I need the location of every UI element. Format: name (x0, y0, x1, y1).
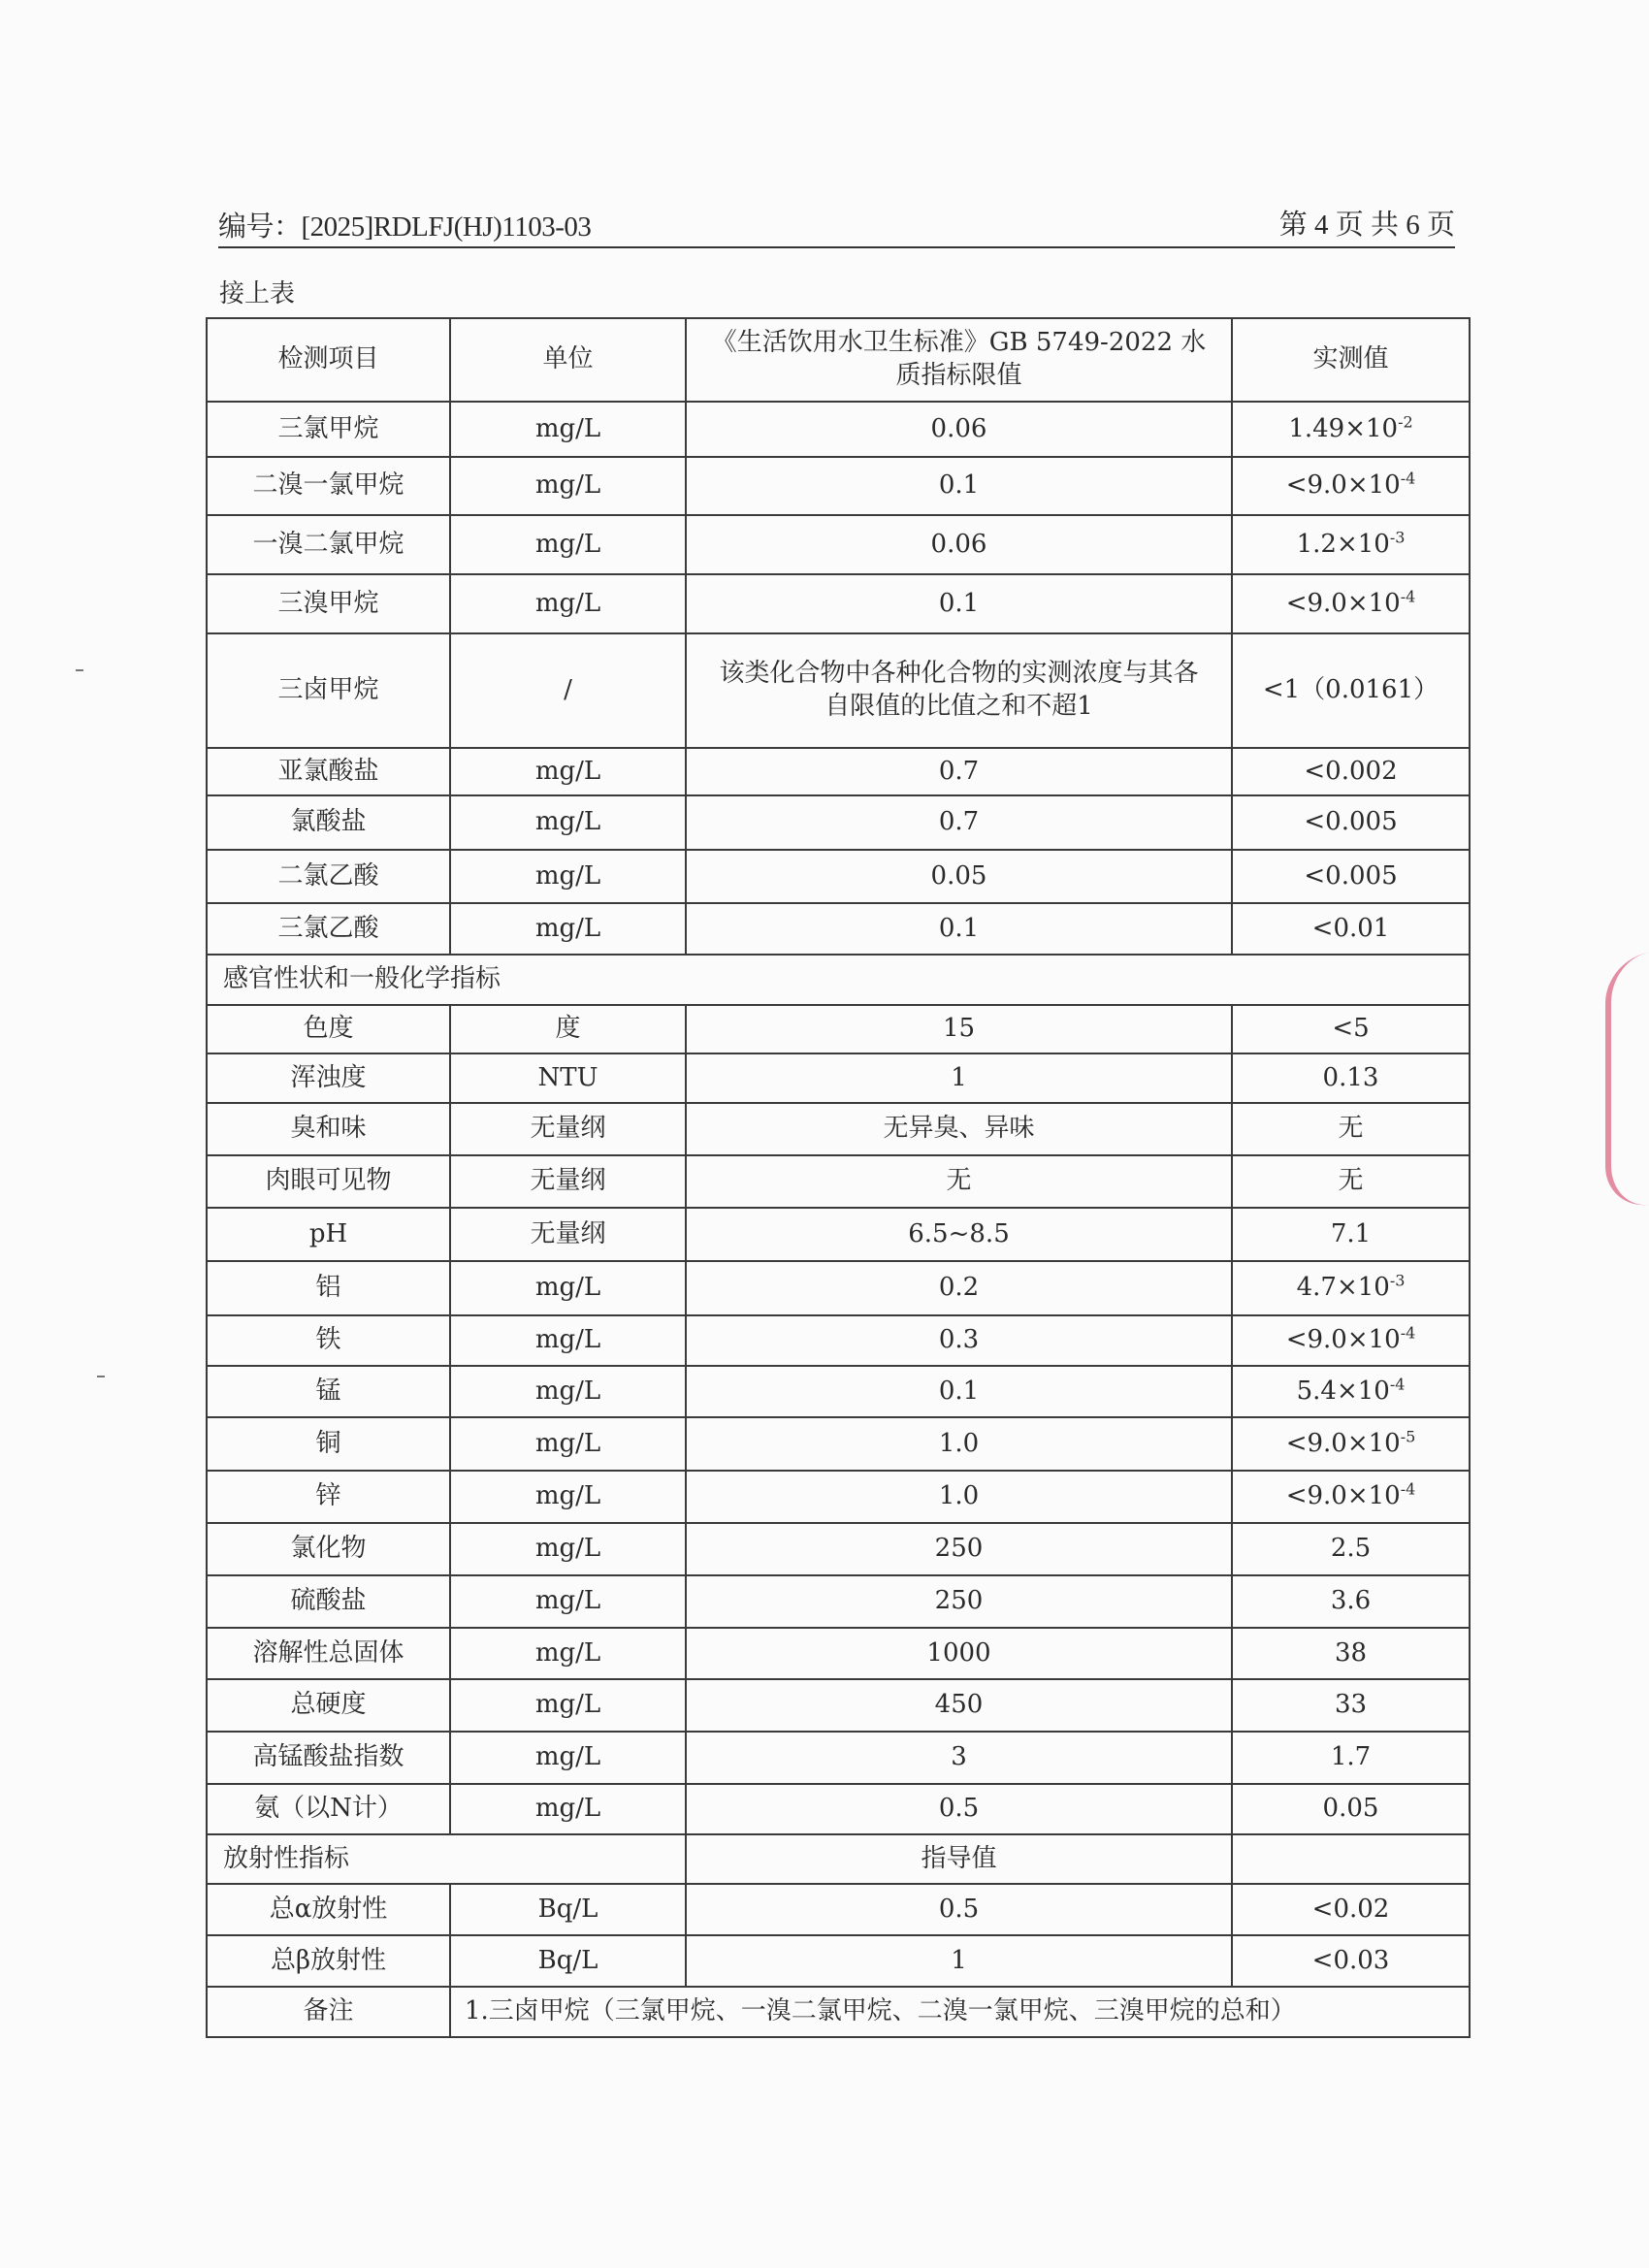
cell-limit: 0.7 (686, 795, 1232, 850)
table-row (207, 1366, 1470, 1417)
table-row (207, 402, 1470, 457)
cell-limit: 6.5~8.5 (686, 1208, 1232, 1261)
water-quality-table (206, 317, 1471, 2038)
cell-value: 0.13 (1232, 1053, 1470, 1103)
table-row (207, 1732, 1470, 1784)
cell-unit: 无量纲 (450, 1208, 686, 1261)
cell-value: 无 (1232, 1103, 1470, 1155)
cell-limit: 1 (686, 1053, 1232, 1103)
cell-limit: 0.1 (686, 1366, 1232, 1417)
cell-value: 33 (1232, 1679, 1470, 1732)
column-header-limit: 《生活饮用水卫生标准》GB 5749-2022 水质指标限值 (686, 318, 1232, 402)
scan-speck (76, 669, 83, 671)
cell-item: 高锰酸盐指数 (207, 1732, 450, 1784)
cell-unit: Bq/L (450, 1884, 686, 1935)
table-row (207, 1884, 1470, 1935)
cell-value: <0.02 (1232, 1884, 1470, 1935)
note-label: 备注 (207, 1987, 450, 2037)
table-row (207, 1471, 1470, 1523)
table-row (207, 633, 1470, 748)
cell-value: 0.05 (1232, 1784, 1470, 1834)
cell-limit: 0.05 (686, 850, 1232, 903)
table-row (207, 515, 1470, 574)
cell-unit: mg/L (450, 1679, 686, 1732)
cell-value: $5.4\times 10^{-4}$ (1232, 1366, 1470, 1417)
cell-item: 二氯乙酸 (207, 850, 450, 903)
table-row (207, 1053, 1470, 1103)
cell-unit: mg/L (450, 850, 686, 903)
table-row (207, 1261, 1470, 1315)
table-row (207, 1523, 1470, 1575)
cell-limit: 450 (686, 1679, 1232, 1732)
cell-item: 亚氯酸盐 (207, 748, 450, 795)
section-row (207, 955, 1470, 1005)
cell-item: 三溴甲烷 (207, 574, 450, 633)
cell-unit: mg/L (450, 1261, 686, 1315)
cell-item: 三氯乙酸 (207, 903, 450, 955)
cell-limit: 1 (686, 1935, 1232, 1987)
table-row (207, 748, 1470, 795)
column-header-unit: 单位 (450, 318, 686, 402)
cell-limit: 0.06 (686, 402, 1232, 457)
table-row (207, 1155, 1470, 1208)
table-row (207, 1005, 1470, 1053)
cell-unit: mg/L (450, 795, 686, 850)
scan-speck (97, 1376, 105, 1377)
cell-unit: mg/L (450, 1732, 686, 1784)
cell-item: 硫酸盐 (207, 1575, 450, 1628)
cell-item: 总β放射性 (207, 1935, 450, 1987)
cell-unit: mg/L (450, 515, 686, 574)
column-header-value: 实测值 (1232, 318, 1470, 402)
cell-value: 2.5 (1232, 1523, 1470, 1575)
cell-limit: 15 (686, 1005, 1232, 1053)
cell-item: 臭和味 (207, 1103, 450, 1155)
cell-unit: mg/L (450, 1315, 686, 1366)
cell-item: pH (207, 1208, 450, 1261)
cell-unit: mg/L (450, 1575, 686, 1628)
cell-value: $<9.0\times 10^{-4}$ (1232, 1471, 1470, 1523)
cell-unit: NTU (450, 1053, 686, 1103)
cell-limit: 无异臭、异味 (686, 1103, 1232, 1155)
cell-limit: 1.0 (686, 1417, 1232, 1471)
cell-value: <0.005 (1232, 850, 1470, 903)
cell-unit: mg/L (450, 1784, 686, 1834)
section-limit-label: 指导值 (686, 1834, 1232, 1884)
cell-value: $<9.0\times 10^{-4}$ (1232, 574, 1470, 633)
cell-item: 锌 (207, 1471, 450, 1523)
cell-value: 1.7 (1232, 1732, 1470, 1784)
cell-value: $<9.0\times 10^{-4}$ (1232, 1315, 1470, 1366)
cell-unit: mg/L (450, 1417, 686, 1471)
table-row (207, 1315, 1470, 1366)
note-row (207, 1987, 1470, 2037)
cell-limit: 250 (686, 1575, 1232, 1628)
cell-value: <0.03 (1232, 1935, 1470, 1987)
cell-unit: 度 (450, 1005, 686, 1053)
cell-limit: 0.5 (686, 1784, 1232, 1834)
cell-item: 总α放射性 (207, 1884, 450, 1935)
cell-limit: 0.1 (686, 574, 1232, 633)
cell-item: 浑浊度 (207, 1053, 450, 1103)
cell-item: 氯化物 (207, 1523, 450, 1575)
empty-cell (1232, 1834, 1470, 1884)
cell-limit: 3 (686, 1732, 1232, 1784)
table-row (207, 574, 1470, 633)
cell-limit: 0.06 (686, 515, 1232, 574)
exponent: -2 (1398, 411, 1413, 431)
table-row (207, 795, 1470, 850)
cell-value: <0.01 (1232, 903, 1470, 955)
cell-limit: 250 (686, 1523, 1232, 1575)
cell-item: 氯酸盐 (207, 795, 450, 850)
exponent: -4 (1400, 469, 1416, 488)
cell-item: 一溴二氯甲烷 (207, 515, 450, 574)
cell-value: 3.6 (1232, 1575, 1470, 1628)
cell-item: 氨（以N计） (207, 1784, 450, 1834)
cell-item: 色度 (207, 1005, 450, 1053)
cell-item: 二溴一氯甲烷 (207, 457, 450, 515)
cell-unit: mg/L (450, 1366, 686, 1417)
cell-unit: mg/L (450, 1628, 686, 1679)
table-row (207, 1417, 1470, 1471)
report-number: 编号：[2025]RDLFJ(HJ)1103-03 (218, 211, 592, 243)
cell-limit: 0.2 (686, 1261, 1232, 1315)
cell-value: $4.7\times 10^{-3}$ (1232, 1261, 1470, 1315)
table-row (207, 1575, 1470, 1628)
cell-item: 总硬度 (207, 1679, 450, 1732)
cell-item: 铁 (207, 1315, 450, 1366)
cell-value: $<9.0\times 10^{-5}$ (1232, 1417, 1470, 1471)
table-row (207, 850, 1470, 903)
exponent: -4 (1400, 1479, 1416, 1499)
cell-unit: mg/L (450, 402, 686, 457)
cell-limit: 无 (686, 1155, 1232, 1208)
cell-unit: / (450, 633, 686, 748)
cell-item: 锰 (207, 1366, 450, 1417)
cell-value: <1（0.0161） (1232, 633, 1470, 748)
cell-value: <5 (1232, 1005, 1470, 1053)
exponent: -3 (1389, 1271, 1406, 1290)
cell-unit: 无量纲 (450, 1103, 686, 1155)
cell-item: 铝 (207, 1261, 450, 1315)
cell-limit: 0.7 (686, 748, 1232, 795)
cell-value: 7.1 (1232, 1208, 1470, 1261)
cell-item: 溶解性总固体 (207, 1628, 450, 1679)
cell-item: 三氯甲烷 (207, 402, 450, 457)
exponent: -5 (1400, 1426, 1416, 1445)
table-row (207, 1103, 1470, 1155)
table-header-row (207, 318, 1470, 402)
cell-limit: 1.0 (686, 1471, 1232, 1523)
red-seal-stamp (1605, 953, 1649, 1211)
cell-unit: mg/L (450, 1471, 686, 1523)
exponent: -4 (1400, 586, 1416, 605)
section-title: 放射性指标 (207, 1834, 686, 1884)
continued-label: 接上表 (219, 279, 296, 308)
section-row (207, 1834, 1470, 1884)
cell-unit: mg/L (450, 1523, 686, 1575)
cell-unit: mg/L (450, 748, 686, 795)
cell-value: $1.2\times 10^{-3}$ (1232, 515, 1470, 574)
cell-limit: 0.1 (686, 903, 1232, 955)
page-info: 第 4 页 共 6 页 (1278, 210, 1455, 241)
cell-limit: 0.5 (686, 1884, 1232, 1935)
cell-limit: 0.1 (686, 457, 1232, 515)
column-header-item: 检测项目 (207, 318, 450, 402)
table-row (207, 457, 1470, 515)
exponent: -3 (1389, 527, 1406, 546)
cell-item: 铜 (207, 1417, 450, 1471)
cell-value: <0.002 (1232, 748, 1470, 795)
note-text: 1.三卤甲烷（三氯甲烷、一溴二氯甲烷、二溴一氯甲烷、三溴甲烷的总和） (450, 1987, 1470, 2037)
cell-limit: 0.3 (686, 1315, 1232, 1366)
cell-unit: mg/L (450, 457, 686, 515)
exponent: -4 (1400, 1323, 1416, 1343)
cell-limit: 1000 (686, 1628, 1232, 1679)
page-header (218, 206, 1455, 248)
table-row (207, 903, 1470, 955)
cell-value: 无 (1232, 1155, 1470, 1208)
cell-unit: mg/L (450, 903, 686, 955)
cell-item: 三卤甲烷 (207, 633, 450, 748)
exponent: -4 (1389, 1374, 1406, 1393)
cell-limit: 该类化合物中各种化合物的实测浓度与其各自限值的比值之和不超1 (686, 633, 1232, 748)
cell-unit: mg/L (450, 574, 686, 633)
cell-unit: Bq/L (450, 1935, 686, 1987)
table-row (207, 1628, 1470, 1679)
section-title: 感官性状和一般化学指标 (207, 955, 1470, 1005)
cell-item: 肉眼可见物 (207, 1155, 450, 1208)
table-row (207, 1784, 1470, 1834)
table-row (207, 1679, 1470, 1732)
cell-value: $1.49\times 10^{-2}$ (1232, 402, 1470, 457)
table-row (207, 1208, 1470, 1261)
cell-value: <0.005 (1232, 795, 1470, 850)
cell-unit: 无量纲 (450, 1155, 686, 1208)
table-row (207, 1935, 1470, 1987)
cell-value: 38 (1232, 1628, 1470, 1679)
cell-value: $<9.0\times 10^{-4}$ (1232, 457, 1470, 515)
